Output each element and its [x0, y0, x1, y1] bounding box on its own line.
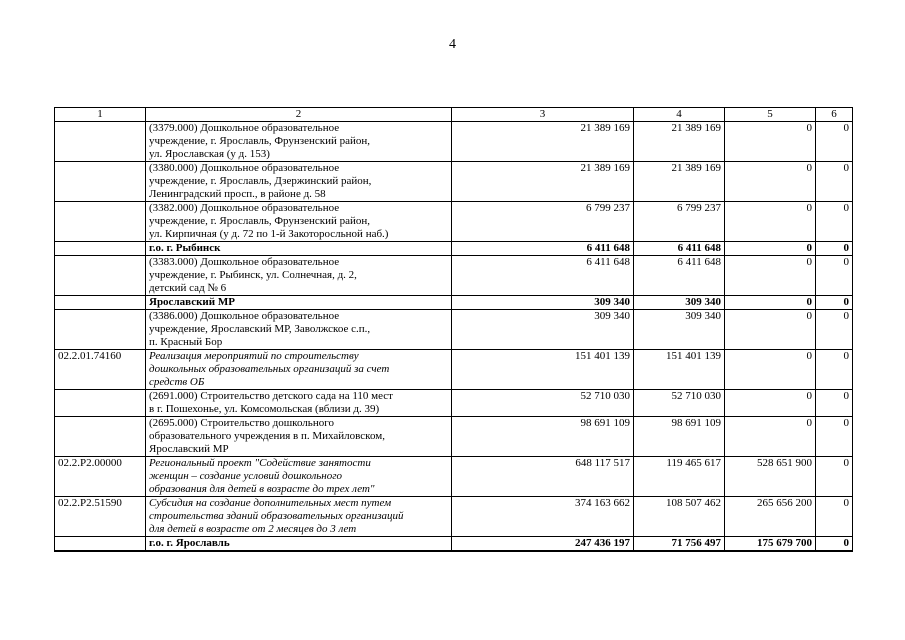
- row-value-c5: 0: [725, 256, 816, 296]
- row-value-c4: 309 340: [634, 310, 725, 350]
- row-name-line: Ленинградский просп., в районе д. 58: [149, 188, 326, 200]
- row-name-line: детский сад № 6: [149, 282, 227, 294]
- table-row: [55, 256, 853, 296]
- row-value-c6: 0: [816, 350, 853, 390]
- row-value-c5: 0: [725, 296, 816, 310]
- row-code: [55, 256, 146, 296]
- table-row: [55, 202, 853, 242]
- row-name: [146, 417, 452, 457]
- row-value-c5: 265 656 200: [725, 497, 816, 537]
- row-value-c5: 0: [725, 310, 816, 350]
- row-code: 02.2.01.74160: [55, 350, 146, 390]
- row-value-c4: 98 691 109: [634, 417, 725, 457]
- row-value-c6: 0: [816, 310, 853, 350]
- row-value-c6: 0: [816, 242, 853, 256]
- row-value-c5: 0: [725, 390, 816, 417]
- row-code: [55, 296, 146, 310]
- header-col-5: 5: [725, 108, 816, 122]
- row-name-line: (3379.000) Дошкольное образовательное: [149, 122, 340, 134]
- table-row: [55, 162, 853, 202]
- row-value-c5: 175 679 700: [725, 537, 816, 552]
- row-name-line: (3383.000) Дошкольное образовательное: [149, 256, 340, 268]
- row-name-line: учреждение, г. Ярославль, Дзержинский район,: [149, 175, 372, 187]
- row-name-line: г.о. г. Ярославль: [149, 537, 230, 549]
- budget-table: [54, 107, 853, 552]
- row-value-c5: 0: [725, 202, 816, 242]
- row-code: [55, 202, 146, 242]
- row-code: [55, 417, 146, 457]
- row-value-c4: 151 401 139: [634, 350, 725, 390]
- row-name-line: Региональный проект "Содействие занятости: [149, 457, 371, 469]
- row-name-line: Ярославский МР: [149, 296, 235, 308]
- row-name: [146, 242, 452, 256]
- row-value-c4: 108 507 462: [634, 497, 725, 537]
- row-value-c5: 0: [725, 162, 816, 202]
- row-value-c6: 0: [816, 390, 853, 417]
- row-code: [55, 310, 146, 350]
- row-value-c5: 0: [725, 242, 816, 256]
- row-value-c3: 374 163 662: [452, 497, 634, 537]
- row-name-line: в г. Пошехонье, ул. Комсомольская (вблизи д. 39): [149, 403, 380, 415]
- row-name: [146, 497, 452, 537]
- row-name: [146, 122, 452, 162]
- row-name-line: Ярославский МР: [149, 443, 229, 455]
- row-name-line: учреждение, Ярославский МР, Заволжское с.п.,: [149, 323, 371, 335]
- row-value-c3: 309 340: [452, 310, 634, 350]
- row-value-c3: 6 411 648: [452, 256, 634, 296]
- table-row: [55, 417, 853, 457]
- row-value-c4: 309 340: [634, 296, 725, 310]
- row-value-c6: 0: [816, 537, 853, 552]
- row-name-line: женщин – создание условий дошкольного: [149, 470, 343, 482]
- row-name-line: п. Красный Бор: [149, 336, 223, 348]
- row-value-c3: 21 389 169: [452, 122, 634, 162]
- row-value-c4: 6 411 648: [634, 242, 725, 256]
- row-value-c6: 0: [816, 457, 853, 497]
- row-value-c3: 21 389 169: [452, 162, 634, 202]
- row-name-line: учреждение, г. Ярославль, Фрунзенский район,: [149, 215, 371, 227]
- row-value-c5: 528 651 900: [725, 457, 816, 497]
- row-value-c5: 0: [725, 350, 816, 390]
- row-code: [55, 537, 146, 552]
- row-name: [146, 162, 452, 202]
- row-name: [146, 202, 452, 242]
- row-value-c4: 6 799 237: [634, 202, 725, 242]
- table-row: [55, 390, 853, 417]
- row-name: [146, 457, 452, 497]
- row-value-c4: 71 756 497: [634, 537, 725, 552]
- table-row: [55, 296, 853, 310]
- row-name-line: учреждение, г. Рыбинск, ул. Солнечная, д. 2,: [149, 269, 357, 281]
- table-body: [55, 122, 853, 552]
- row-value-c4: 21 389 169: [634, 122, 725, 162]
- row-value-c5: 0: [725, 122, 816, 162]
- header-col-3: 3: [452, 108, 634, 122]
- row-value-c6: 0: [816, 497, 853, 537]
- row-name-line: дошкольных образовательных организаций за счет: [149, 363, 390, 375]
- row-value-c6: 0: [816, 162, 853, 202]
- row-value-c4: 52 710 030: [634, 390, 725, 417]
- row-value-c3: 309 340: [452, 296, 634, 310]
- header-row: [55, 108, 853, 122]
- row-value-c6: 0: [816, 202, 853, 242]
- header-col-2: 2: [146, 108, 452, 122]
- row-value-c3: 151 401 139: [452, 350, 634, 390]
- row-value-c4: 6 411 648: [634, 256, 725, 296]
- row-name: [146, 390, 452, 417]
- row-name-line: (3386.000) Дошкольное образовательное: [149, 310, 340, 322]
- table-row: [55, 122, 853, 162]
- row-name: [146, 310, 452, 350]
- table-row: [55, 457, 853, 497]
- row-value-c6: 0: [816, 296, 853, 310]
- row-code: [55, 162, 146, 202]
- row-name-line: Субсидия на создание дополнительных мест путем: [149, 497, 392, 509]
- row-name-line: образования для детей в возрасте до трех лет": [149, 483, 375, 495]
- table-row: [55, 537, 853, 552]
- row-value-c6: 0: [816, 122, 853, 162]
- row-name-line: строительства зданий образовательных организаций: [149, 510, 404, 522]
- row-code: [55, 122, 146, 162]
- row-name-line: ул. Кирпичная (у д. 72 по 1-й Закоторосльной наб.): [149, 228, 389, 240]
- row-value-c4: 21 389 169: [634, 162, 725, 202]
- row-name: [146, 350, 452, 390]
- table-row: [55, 497, 853, 537]
- row-name-line: для детей в возрасте от 2 месяцев до 3 лет: [149, 523, 357, 535]
- row-name-line: (3382.000) Дошкольное образовательное: [149, 202, 340, 214]
- row-name-line: ул. Ярославская (у д. 153): [149, 148, 270, 160]
- row-value-c4: 119 465 617: [634, 457, 725, 497]
- row-name-line: Реализация мероприятий по строительству: [149, 350, 359, 362]
- row-value-c3: 52 710 030: [452, 390, 634, 417]
- row-name-line: средств ОБ: [149, 376, 205, 388]
- table-row: [55, 310, 853, 350]
- row-value-c3: 247 436 197: [452, 537, 634, 552]
- table-row: [55, 350, 853, 390]
- row-code: 02.2.P2.51590: [55, 497, 146, 537]
- row-name-line: учреждение, г. Ярославль, Фрунзенский район,: [149, 135, 371, 147]
- row-value-c5: 0: [725, 417, 816, 457]
- row-name-line: образовательного учреждения в п. Михайловском,: [149, 430, 385, 442]
- page-number: 4: [449, 37, 456, 52]
- row-name-line: (2691.000) Строительство детского сада на 110 мест: [149, 390, 393, 402]
- header-col-1: 1: [55, 108, 146, 122]
- row-value-c6: 0: [816, 256, 853, 296]
- row-name-line: (3380.000) Дошкольное образовательное: [149, 162, 340, 174]
- row-value-c3: 6 799 237: [452, 202, 634, 242]
- row-value-c3: 648 117 517: [452, 457, 634, 497]
- row-name: [146, 296, 452, 310]
- header-col-4: 4: [634, 108, 725, 122]
- row-name: [146, 537, 452, 552]
- row-name-line: г.о. г. Рыбинск: [149, 242, 221, 254]
- row-code: [55, 242, 146, 256]
- table-row: [55, 242, 853, 256]
- header-col-6: 6: [816, 108, 853, 122]
- row-code: [55, 390, 146, 417]
- row-name: [146, 256, 452, 296]
- row-name-line: (2695.000) Строительство дошкольного: [149, 417, 334, 429]
- row-value-c3: 98 691 109: [452, 417, 634, 457]
- row-code: 02.2.P2.00000: [55, 457, 146, 497]
- row-value-c6: 0: [816, 417, 853, 457]
- row-value-c3: 6 411 648: [452, 242, 634, 256]
